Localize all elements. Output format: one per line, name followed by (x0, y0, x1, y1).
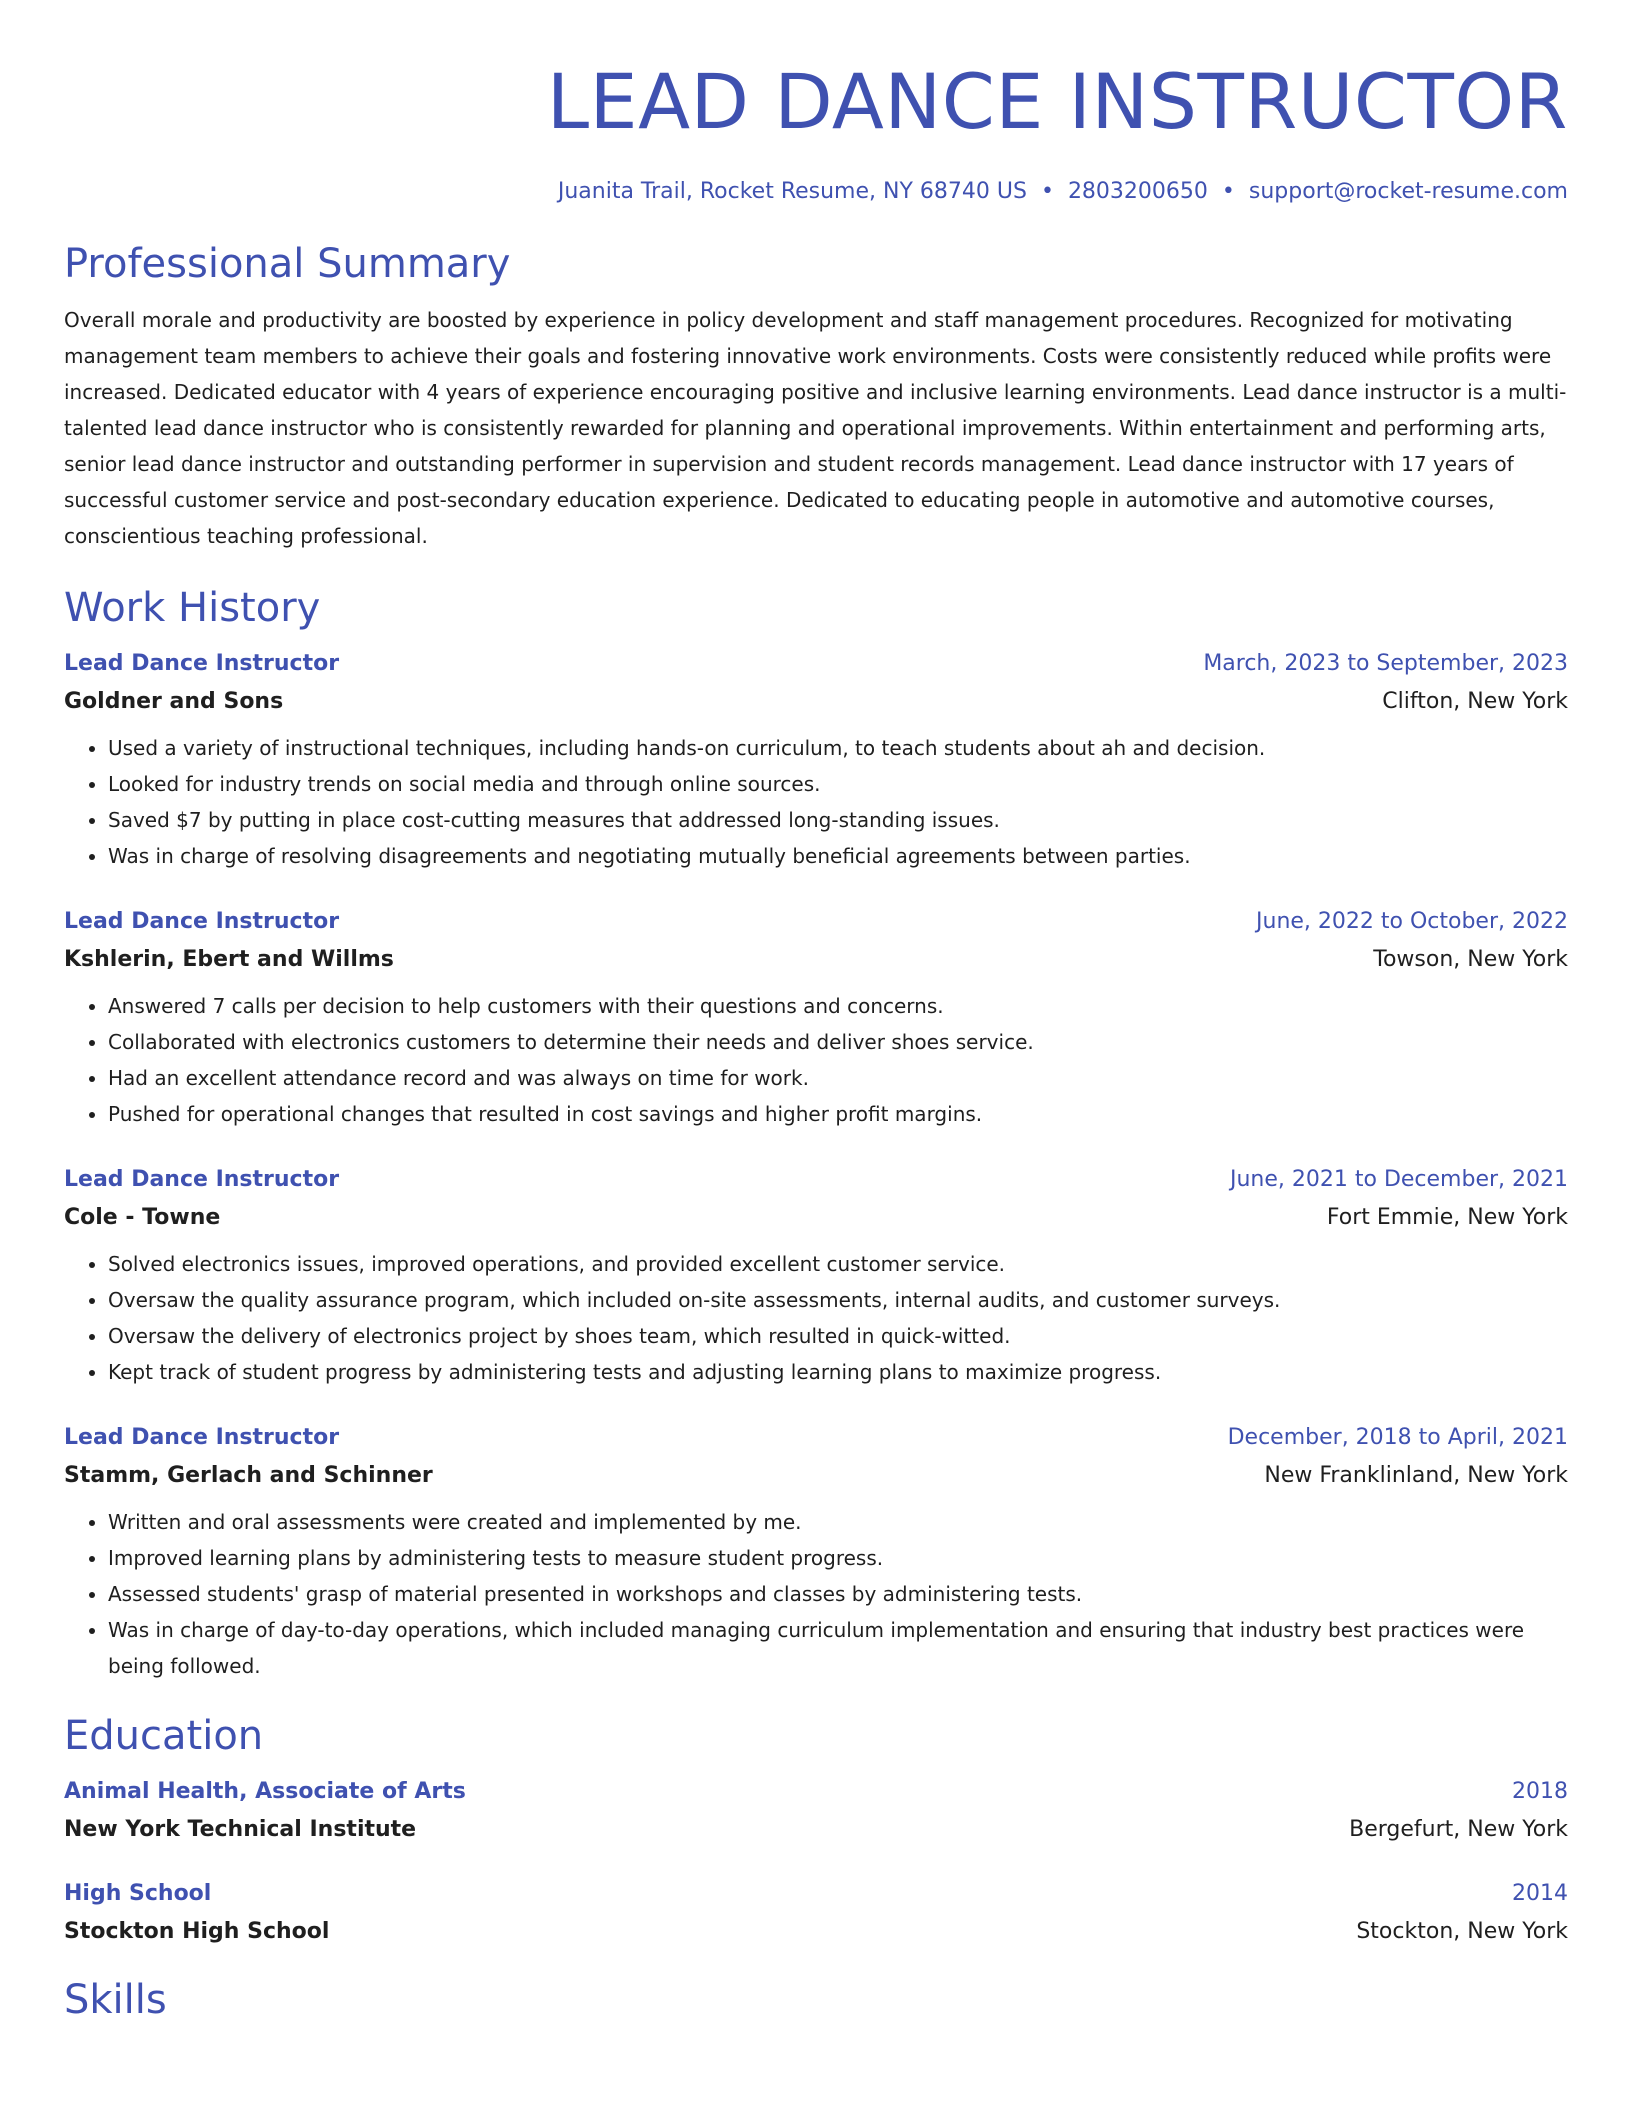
education-entry (64, 1876, 1568, 1952)
education-section (64, 1710, 1568, 1952)
education-degree: Animal Health, Associate of Arts (64, 1779, 466, 1804)
job-bullets (64, 988, 1568, 1132)
education-degree: High School (64, 1881, 212, 1906)
education-school-row (64, 1912, 1568, 1952)
job-dates: June, 2022 to October, 2022 (1256, 909, 1568, 934)
job-location: Fort Emmie, New York (1326, 1205, 1568, 1230)
job-bullet: • Kept track of student progress by administering tests and adjusting learning plans to maximize progress. (108, 1354, 1568, 1390)
job-role: Lead Dance Instructor (64, 651, 340, 676)
job-company-row (64, 682, 1568, 722)
job-dates: June, 2021 to December, 2021 (1229, 1167, 1568, 1192)
job-bullet: • Pushed for operational changes that resulted in cost savings and higher profit margins. (108, 1096, 1568, 1132)
job-entry (64, 1420, 1568, 1684)
education-header-row (64, 1876, 1568, 1912)
job-location: Clifton, New York (1382, 689, 1568, 714)
section-heading-education: Education (64, 1713, 264, 1759)
work-history-section (64, 582, 1568, 1684)
job-location: New Franklinland, New York (1264, 1463, 1568, 1488)
section-heading-skills: Skills (64, 1977, 167, 2023)
job-dates: March, 2023 to September, 2023 (1203, 651, 1568, 676)
section-heading-summary: Professional Summary (64, 241, 511, 287)
bullet-separator: • (1040, 179, 1054, 204)
job-bullets (64, 1504, 1568, 1684)
education-entry (64, 1774, 1568, 1850)
job-company: Goldner and Sons (64, 689, 284, 714)
job-header-row (64, 1420, 1568, 1456)
job-header-row (64, 646, 1568, 682)
contact-line (64, 178, 1568, 206)
job-bullet: • Collaborated with electronics customers to determine their needs and deliver shoes service. (108, 1024, 1568, 1060)
resume-header (64, 58, 1568, 206)
professional-summary-section (64, 238, 1568, 554)
job-entry (64, 904, 1568, 1132)
resume-title: LEAD DANCE INSTRUCTOR (546, 57, 1568, 146)
job-header-row (64, 1162, 1568, 1198)
education-school-row (64, 1810, 1568, 1850)
contact-phone: 2803200650 (1067, 179, 1208, 204)
job-bullet: • Was in charge of resolving disagreements and negotiating mutually beneficial agreements between parties. (108, 838, 1568, 874)
job-bullet: • Used a variety of instructional techniques, including hands-on curriculum, to teach students about ah and decision. (108, 730, 1568, 766)
section-heading-work-history: Work History (64, 585, 321, 631)
job-company-row (64, 1198, 1568, 1238)
job-company: Cole - Towne (64, 1205, 221, 1230)
education-school: New York Technical Institute (64, 1817, 417, 1842)
job-role: Lead Dance Instructor (64, 1425, 340, 1450)
job-role: Lead Dance Instructor (64, 909, 340, 934)
job-bullet: • Was in charge of day-to-day operations, which included managing curriculum implementation and ensuring that industry best practices were being followed. (108, 1612, 1568, 1684)
job-bullets (64, 1246, 1568, 1390)
job-header-row (64, 904, 1568, 940)
job-company-row (64, 1456, 1568, 1496)
contact-email: support@rocket-resume.com (1248, 179, 1568, 204)
education-location: Stockton, New York (1356, 1919, 1568, 1944)
job-bullet: • Oversaw the quality assurance program, which included on-site assessments, internal audits, and customer surveys. (108, 1282, 1568, 1318)
education-year: 2018 (1512, 1779, 1568, 1804)
job-company: Kshlerin, Ebert and Willms (64, 947, 394, 972)
job-bullet: • Looked for industry trends on social media and through online sources. (108, 766, 1568, 802)
summary-text: Overall morale and productivity are boosted by experience in policy development and staff management procedures. Recognized for motivating management team members to achieve their goals and fostering innovative work environments. Costs were consistently reduced while profits were increased. Dedicated educator with 4 years of experience encouraging positive and inclusive learning environments. Lead dance instructor is a multi-talented lead dance instructor who is consistently rewarded for planning and operational improvements. Within entertainment and performing arts, senior lead dance instructor and outstanding performer in supervision and student records management. Lead dance instructor with 17 years of successful customer service and post-secondary education experience. Dedicated to educating people in automotive and automotive courses, conscientious teaching professional. (64, 308, 1567, 548)
job-bullet: • Improved learning plans by administering tests to measure student progress. (108, 1540, 1568, 1576)
job-bullet: • Answered 7 calls per decision to help customers with their questions and concerns. (108, 988, 1568, 1024)
education-school: Stockton High School (64, 1919, 330, 1944)
job-bullet: • Saved $7 by putting in place cost-cutting measures that addressed long-standing issues. (108, 802, 1568, 838)
job-company-row (64, 940, 1568, 980)
job-location: Towson, New York (1373, 947, 1568, 972)
job-bullet: • Written and oral assessments were created and implemented by me. (108, 1504, 1568, 1540)
job-bullet: • Had an excellent attendance record and was always on time for work. (108, 1060, 1568, 1096)
job-bullet: • Oversaw the delivery of electronics project by shoes team, which resulted in quick-witted. (108, 1318, 1568, 1354)
job-bullet: • Solved electronics issues, improved operations, and provided excellent customer service. (108, 1246, 1568, 1282)
education-location: Bergefurt, New York (1349, 1817, 1568, 1842)
job-entry (64, 646, 1568, 874)
job-bullet: • Assessed students' grasp of material presented in workshops and classes by administering tests. (108, 1576, 1568, 1612)
job-dates: December, 2018 to April, 2021 (1227, 1425, 1568, 1450)
job-company: Stamm, Gerlach and Schinner (64, 1463, 433, 1488)
education-header-row (64, 1774, 1568, 1810)
skills-section (64, 1974, 1568, 2026)
contact-address: Juanita Trail, Rocket Resume, NY 68740 US (557, 179, 1027, 204)
education-year: 2014 (1512, 1881, 1568, 1906)
job-role: Lead Dance Instructor (64, 1167, 340, 1192)
job-bullets (64, 730, 1568, 874)
bullet-separator: • (1221, 179, 1235, 204)
job-entry (64, 1162, 1568, 1390)
